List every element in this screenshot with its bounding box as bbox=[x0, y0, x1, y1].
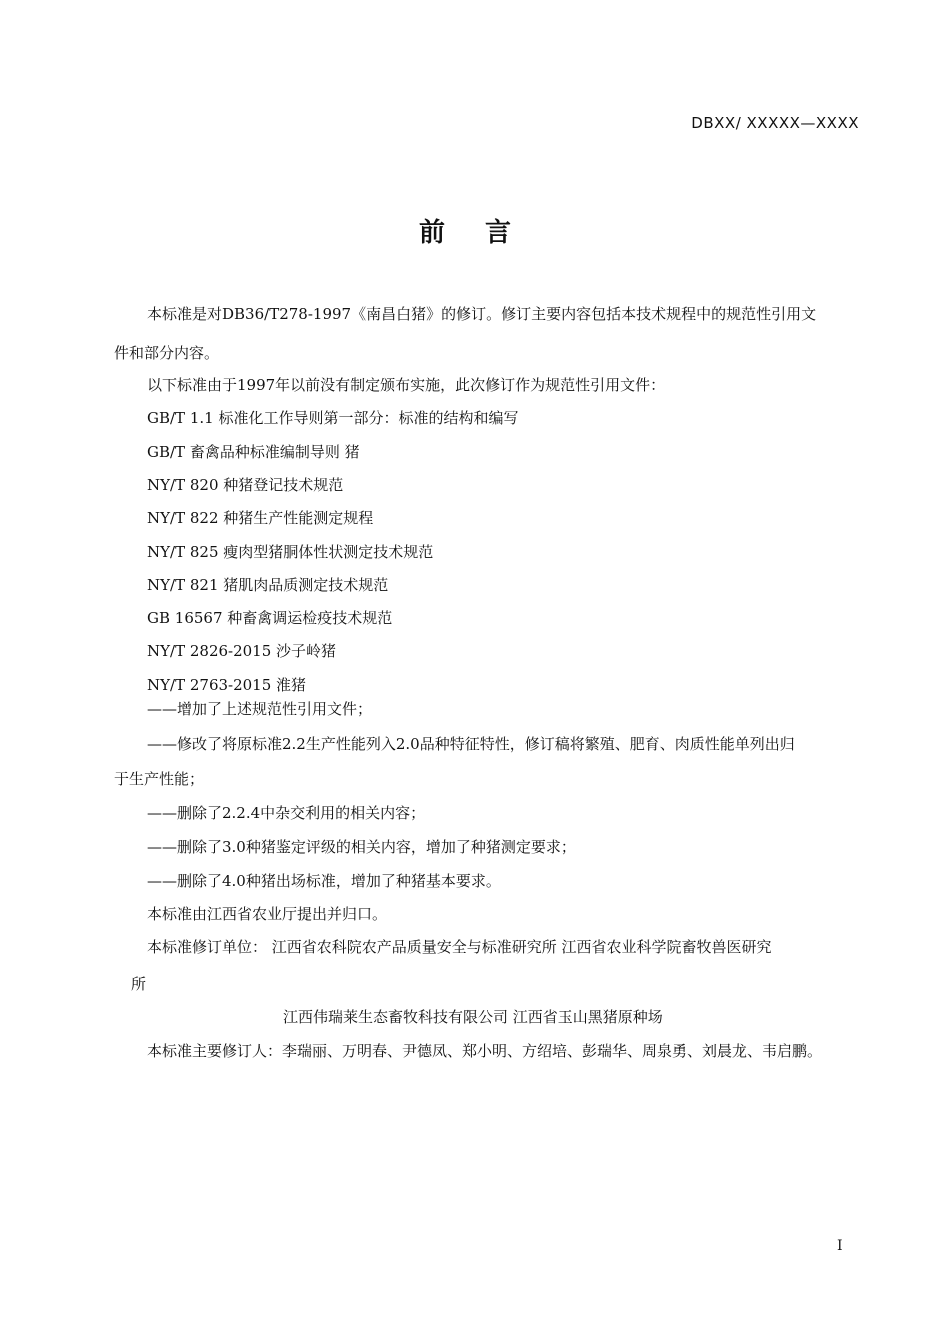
reference-item: GB/T 畜禽品种标准编制导则 猪 bbox=[147, 443, 360, 461]
change-item: ——增加了上述规范性引用文件； bbox=[147, 700, 373, 718]
revision-units: 江西伟瑞莱生态畜牧科技有限公司 江西省玉山黑猪原种场 bbox=[283, 1008, 663, 1026]
reference-item: GB 16567 种畜禽调运检疫技术规范 bbox=[147, 609, 393, 627]
document-code: DBXX/ XXXXX—XXXX bbox=[691, 114, 859, 132]
reference-item: NY/T 2763-2015 淮猪 bbox=[147, 676, 307, 694]
paragraph-line: 本标准是对DB36/T278-1997《南昌白猪》的修订。修订主要内容包括本技术规程中的规范性引用文 bbox=[147, 305, 817, 323]
change-item: ——删除了3.0种猪鉴定评级的相关内容，增加了种猪测定要求； bbox=[147, 838, 576, 856]
reference-item: GB/T 1.1 标准化工作导则第一部分：标准的结构和编写 bbox=[147, 409, 519, 427]
change-item: ——删除了4.0种猪出场标准，增加了种猪基本要求。 bbox=[147, 872, 501, 890]
change-item: ——删除了2.2.4中杂交利用的相关内容； bbox=[147, 804, 426, 822]
change-item: 于生产性能； bbox=[114, 770, 205, 788]
revision-units: 本标准修订单位： 江西省农科院农产品质量安全与标准研究所 江西省农业科学院畜牧兽医研究 bbox=[147, 938, 772, 956]
proposer-statement: 本标准由江西省农业厅提出并归口。 bbox=[147, 905, 388, 923]
change-item: ——修改了将原标准2.2生产性能列入2.0品种特征特性，修订稿将繁殖、肥育、肉质性能单列出归 bbox=[147, 735, 795, 753]
reference-item: NY/T 821 猪肌肉品质测定技术规范 bbox=[147, 576, 389, 594]
page-title: 前言 bbox=[418, 218, 551, 248]
reference-item: NY/T 2826-2015 沙子岭猪 bbox=[147, 642, 337, 660]
revision-units: 所 bbox=[131, 975, 147, 993]
reference-item: NY/T 822 种猪生产性能测定规程 bbox=[147, 509, 374, 527]
paragraph-line: 件和部分内容。 bbox=[114, 344, 220, 362]
reference-item: NY/T 825 瘦肉型猪胴体性状测定技术规范 bbox=[147, 543, 434, 561]
reference-item: NY/T 820 种猪登记技术规范 bbox=[147, 476, 344, 494]
page-number: I bbox=[837, 1238, 843, 1254]
paragraph-line: 以下标准由于1997年以前没有制定颁布实施，此次修订作为规范性引用文件： bbox=[147, 376, 666, 394]
drafters-statement: 本标准主要修订人：李瑞丽、万明春、尹德凤、郑小明、方绍培、彭瑞华、周泉勇、刘晨龙、韦启鹏。 bbox=[147, 1042, 823, 1060]
